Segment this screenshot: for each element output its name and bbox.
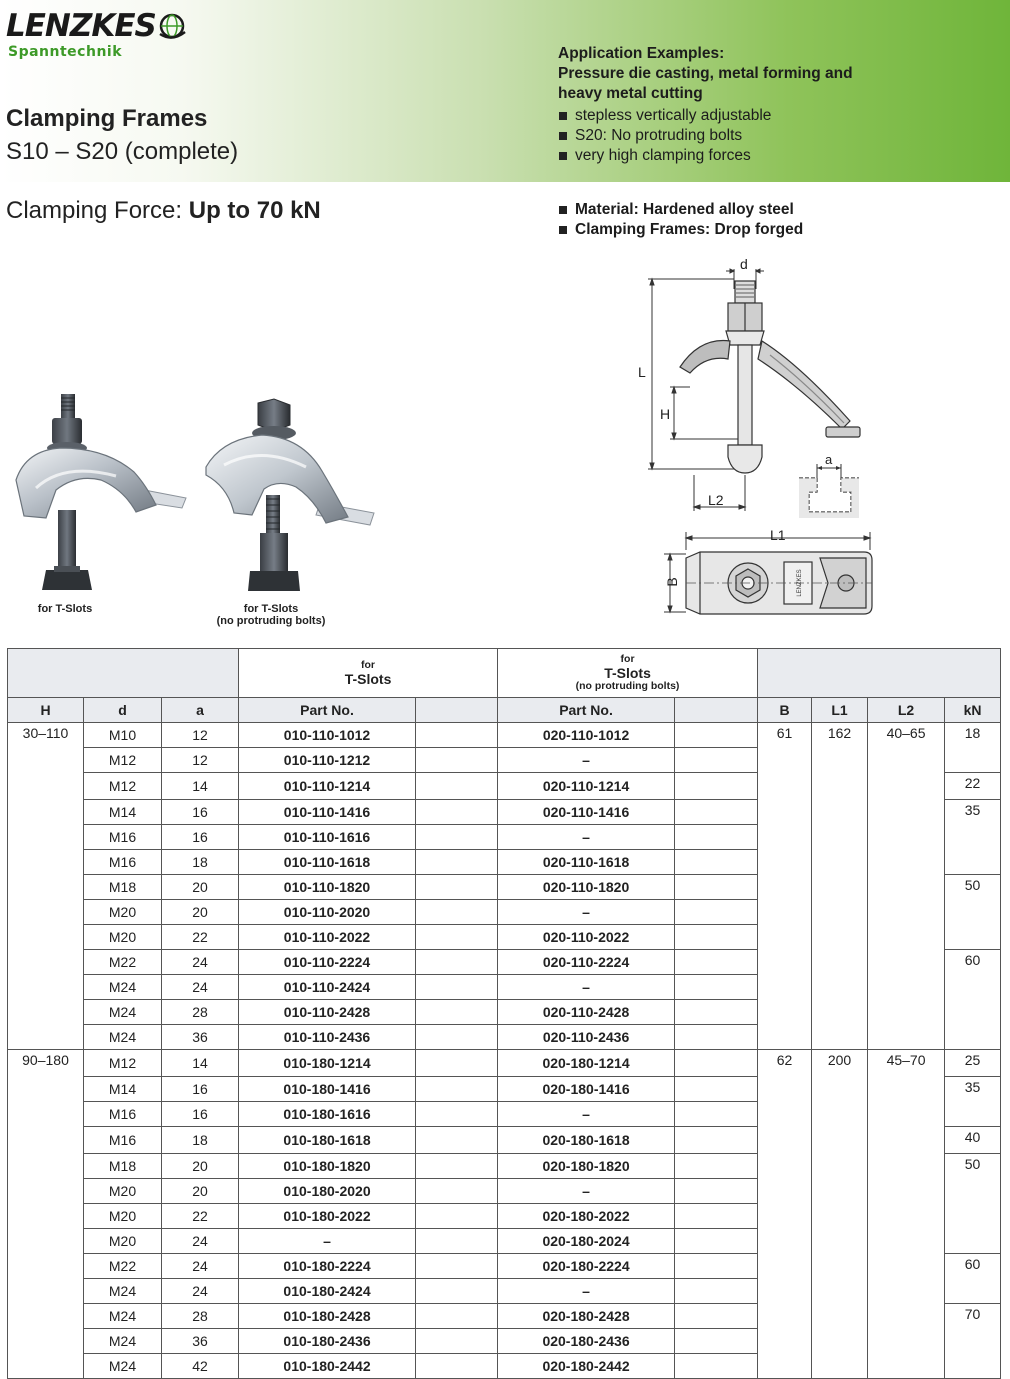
cell-part-no-protruding: 020-180-2436 bbox=[498, 1329, 675, 1354]
cell-part-tslot: 010-180-2022 bbox=[239, 1204, 416, 1229]
group-title: T-Slots bbox=[604, 665, 651, 681]
cell-blank bbox=[416, 1025, 498, 1050]
cell-d: M22 bbox=[84, 950, 162, 975]
cell-a: 24 bbox=[162, 1229, 239, 1254]
cell-part-tslot: 010-110-2428 bbox=[239, 1000, 416, 1025]
cell-blank bbox=[416, 900, 498, 925]
dim-label-l: L bbox=[638, 364, 646, 380]
group-header-no-protruding bbox=[498, 649, 758, 698]
dim-label-l1: L1 bbox=[770, 528, 786, 543]
photo-caption-tslot: for T-Slots bbox=[37, 603, 93, 615]
cell-d: M24 bbox=[84, 1304, 162, 1329]
cell-part-no-protruding: 020-180-1214 bbox=[498, 1050, 675, 1077]
cell-kn: 22 bbox=[945, 773, 1001, 800]
cell-part-no-protruding: 020-110-2224 bbox=[498, 950, 675, 975]
cell-part-no-protruding: 020-180-2022 bbox=[498, 1204, 675, 1229]
cell-a: 20 bbox=[162, 900, 239, 925]
group-note: (no protruding bolts) bbox=[575, 680, 680, 692]
cell-d: M24 bbox=[84, 975, 162, 1000]
cell-part-tslot: 010-180-2428 bbox=[239, 1304, 416, 1329]
cell-part-tslot: 010-110-1212 bbox=[239, 748, 416, 773]
cell-blank bbox=[416, 825, 498, 850]
cell-part-no-protruding: 020-110-1820 bbox=[498, 875, 675, 900]
col-header-b: B bbox=[758, 698, 812, 723]
cell-part-no-protruding: – bbox=[498, 975, 675, 1000]
feature-item: S20: No protruding bolts bbox=[558, 126, 998, 146]
cell-part-no-protruding: 020-180-1618 bbox=[498, 1127, 675, 1154]
cell-part-tslot: – bbox=[239, 1229, 416, 1254]
clamp-photo-tslot bbox=[6, 390, 196, 600]
drawing-brand-mark: LENZKES bbox=[797, 569, 803, 597]
cell-kn: 60 bbox=[945, 1254, 1001, 1304]
cell-kn: 35 bbox=[945, 1077, 1001, 1127]
dim-label-b: B bbox=[664, 577, 680, 587]
col-header-blank bbox=[675, 698, 758, 723]
cell-blank bbox=[675, 1254, 758, 1279]
cell-blank bbox=[675, 900, 758, 925]
cell-a: 14 bbox=[162, 1050, 239, 1077]
cell-d: M10 bbox=[84, 723, 162, 748]
cell-blank bbox=[675, 975, 758, 1000]
cell-blank bbox=[675, 950, 758, 975]
cell-blank bbox=[675, 723, 758, 748]
cell-blank bbox=[416, 1204, 498, 1229]
cell-blank bbox=[416, 800, 498, 825]
clamp-photo-no-protruding bbox=[202, 395, 382, 605]
cell-blank bbox=[675, 1102, 758, 1127]
cell-part-tslot: 010-110-2424 bbox=[239, 975, 416, 1000]
cell-blank bbox=[675, 1279, 758, 1304]
cell-kn: 40 bbox=[945, 1127, 1001, 1154]
cell-a: 16 bbox=[162, 800, 239, 825]
cell-part-tslot: 010-110-2224 bbox=[239, 950, 416, 975]
cell-d: M20 bbox=[84, 925, 162, 950]
cell-a: 36 bbox=[162, 1329, 239, 1354]
cell-b: 62 bbox=[758, 1050, 812, 1379]
cell-d: M16 bbox=[84, 1102, 162, 1127]
cell-blank bbox=[675, 1179, 758, 1204]
brand-tagline: Spanntechnik bbox=[8, 44, 123, 60]
brand-logo bbox=[6, 10, 186, 60]
cell-blank bbox=[416, 1102, 498, 1127]
cell-part-no-protruding: – bbox=[498, 1279, 675, 1304]
cell-kn: 70 bbox=[945, 1304, 1001, 1379]
cell-part-no-protruding: 020-180-2442 bbox=[498, 1354, 675, 1379]
cell-blank bbox=[675, 1050, 758, 1077]
page-subtitle: S10 – S20 (complete) bbox=[6, 138, 239, 165]
table-row bbox=[8, 1050, 1001, 1077]
photo-caption-line: (no protruding bolts) bbox=[216, 615, 326, 627]
material-item: Clamping Frames: Drop forged bbox=[558, 220, 803, 240]
cell-blank bbox=[675, 850, 758, 875]
table-row bbox=[8, 723, 1001, 748]
cell-d: M20 bbox=[84, 1229, 162, 1254]
cell-d: M12 bbox=[84, 1050, 162, 1077]
clamping-force bbox=[6, 197, 321, 225]
cell-part-no-protruding: – bbox=[498, 748, 675, 773]
cell-part-tslot: 010-110-2436 bbox=[239, 1025, 416, 1050]
cell-blank bbox=[675, 1229, 758, 1254]
group-title: T-Slots bbox=[344, 670, 392, 687]
clamping-force-value: Up to 70 kN bbox=[188, 197, 321, 224]
cell-l1: 162 bbox=[812, 723, 868, 1050]
cell-d: M16 bbox=[84, 1127, 162, 1154]
col-header-a: a bbox=[162, 698, 239, 723]
cell-part-no-protruding: 020-180-1820 bbox=[498, 1154, 675, 1179]
cell-a: 20 bbox=[162, 1179, 239, 1204]
cell-d: M16 bbox=[84, 825, 162, 850]
table-corner bbox=[8, 649, 239, 698]
cell-blank bbox=[416, 1304, 498, 1329]
cell-a: 24 bbox=[162, 975, 239, 1000]
cell-a: 18 bbox=[162, 850, 239, 875]
cell-part-no-protruding: 020-110-2022 bbox=[498, 925, 675, 950]
cell-a: 12 bbox=[162, 748, 239, 773]
cell-kn: 18 bbox=[945, 723, 1001, 773]
col-header-d: d bbox=[84, 698, 162, 723]
cell-part-no-protruding: – bbox=[498, 825, 675, 850]
cell-part-no-protruding: – bbox=[498, 900, 675, 925]
spec-table-body bbox=[8, 723, 1001, 1379]
cell-blank bbox=[675, 1154, 758, 1179]
cell-blank bbox=[416, 1000, 498, 1025]
cell-blank bbox=[416, 1179, 498, 1204]
cell-part-no-protruding: 020-180-2224 bbox=[498, 1254, 675, 1279]
cell-part-no-protruding: 020-180-1416 bbox=[498, 1077, 675, 1102]
cell-a: 14 bbox=[162, 773, 239, 800]
cell-blank bbox=[416, 875, 498, 900]
cell-part-tslot: 010-180-1820 bbox=[239, 1154, 416, 1179]
cell-d: M12 bbox=[84, 773, 162, 800]
cell-a: 28 bbox=[162, 1304, 239, 1329]
col-header-blank bbox=[416, 698, 498, 723]
application-line: Pressure die casting, metal forming and bbox=[558, 65, 853, 82]
cell-a: 16 bbox=[162, 1077, 239, 1102]
cell-part-no-protruding: 020-110-1214 bbox=[498, 773, 675, 800]
cell-part-no-protruding: – bbox=[498, 1179, 675, 1204]
cell-part-tslot: 010-180-1616 bbox=[239, 1102, 416, 1127]
cell-blank bbox=[675, 825, 758, 850]
cell-a: 42 bbox=[162, 1354, 239, 1379]
cell-l2: 40–65 bbox=[868, 723, 945, 1050]
cell-part-no-protruding: 020-180-2024 bbox=[498, 1229, 675, 1254]
page-title: Clamping Frames bbox=[6, 105, 208, 132]
cell-part-tslot: 010-110-1820 bbox=[239, 875, 416, 900]
application-examples bbox=[558, 44, 998, 166]
cell-d: M14 bbox=[84, 1077, 162, 1102]
cell-blank bbox=[416, 748, 498, 773]
cell-blank bbox=[675, 925, 758, 950]
cell-h: 30–110 bbox=[8, 723, 84, 1050]
cell-part-tslot: 010-180-1214 bbox=[239, 1050, 416, 1077]
feature-list bbox=[558, 106, 998, 166]
col-header-l2: L2 bbox=[868, 698, 945, 723]
cell-a: 22 bbox=[162, 1204, 239, 1229]
cell-blank bbox=[675, 1025, 758, 1050]
cell-part-tslot: 010-110-1616 bbox=[239, 825, 416, 850]
cell-blank bbox=[675, 1304, 758, 1329]
cell-blank bbox=[416, 1154, 498, 1179]
brand-name: LENZKES bbox=[6, 8, 156, 44]
cell-part-tslot: 010-110-1618 bbox=[239, 850, 416, 875]
cell-a: 24 bbox=[162, 1279, 239, 1304]
clamping-force-label: Clamping Force: bbox=[6, 197, 183, 224]
cell-blank bbox=[416, 1127, 498, 1154]
photo-caption-line: for T-Slots bbox=[243, 603, 299, 615]
cell-part-no-protruding: – bbox=[498, 1102, 675, 1127]
cell-d: M18 bbox=[84, 875, 162, 900]
cell-blank bbox=[416, 950, 498, 975]
cell-d: M24 bbox=[84, 1000, 162, 1025]
cell-part-tslot: 010-110-1214 bbox=[239, 773, 416, 800]
col-header-h: H bbox=[8, 698, 84, 723]
cell-kn: 25 bbox=[945, 1050, 1001, 1077]
feature-item: very high clamping forces bbox=[558, 146, 998, 166]
globe-icon bbox=[158, 12, 186, 40]
dim-label-h: H bbox=[660, 406, 671, 422]
cell-part-tslot: 010-180-2442 bbox=[239, 1354, 416, 1379]
cell-a: 24 bbox=[162, 1254, 239, 1279]
cell-kn: 35 bbox=[945, 800, 1001, 875]
cell-d: M18 bbox=[84, 1154, 162, 1179]
cell-a: 24 bbox=[162, 950, 239, 975]
group-for-label: for bbox=[620, 653, 635, 665]
spec-table bbox=[7, 648, 1001, 1379]
cell-d: M24 bbox=[84, 1329, 162, 1354]
cell-blank bbox=[416, 1050, 498, 1077]
cell-part-tslot: 010-110-2020 bbox=[239, 900, 416, 925]
cell-a: 28 bbox=[162, 1000, 239, 1025]
cell-part-no-protruding: 020-110-2428 bbox=[498, 1000, 675, 1025]
cell-part-tslot: 010-180-2424 bbox=[239, 1279, 416, 1304]
cell-l1: 200 bbox=[812, 1050, 868, 1379]
cell-part-no-protruding: 020-110-1012 bbox=[498, 723, 675, 748]
cell-blank bbox=[416, 1229, 498, 1254]
col-header-l1: L1 bbox=[812, 698, 868, 723]
col-header-kn: kN bbox=[945, 698, 1001, 723]
cell-part-tslot: 010-110-2022 bbox=[239, 925, 416, 950]
cell-d: M20 bbox=[84, 900, 162, 925]
cell-blank bbox=[675, 1329, 758, 1354]
cell-part-tslot: 010-180-2436 bbox=[239, 1329, 416, 1354]
cell-blank bbox=[675, 1077, 758, 1102]
dim-label-d: d bbox=[740, 256, 748, 272]
cell-d: M22 bbox=[84, 1254, 162, 1279]
technical-drawing-tslot bbox=[795, 450, 865, 520]
cell-blank bbox=[416, 925, 498, 950]
cell-kn: 60 bbox=[945, 950, 1001, 1050]
cell-a: 12 bbox=[162, 723, 239, 748]
cell-blank bbox=[416, 723, 498, 748]
cell-blank bbox=[675, 748, 758, 773]
cell-blank bbox=[416, 1329, 498, 1354]
cell-a: 22 bbox=[162, 925, 239, 950]
material-list bbox=[558, 200, 803, 240]
cell-h: 90–180 bbox=[8, 1050, 84, 1379]
dim-label-l2: L2 bbox=[708, 492, 724, 508]
cell-d: M12 bbox=[84, 748, 162, 773]
cell-a: 20 bbox=[162, 1154, 239, 1179]
cell-part-no-protruding: 020-110-1618 bbox=[498, 850, 675, 875]
cell-blank bbox=[416, 1077, 498, 1102]
cell-blank bbox=[675, 1000, 758, 1025]
cell-b: 61 bbox=[758, 723, 812, 1050]
dim-label-a: a bbox=[825, 452, 833, 467]
material-item: Material: Hardened alloy steel bbox=[558, 200, 803, 220]
cell-blank bbox=[416, 975, 498, 1000]
cell-part-tslot: 010-180-2224 bbox=[239, 1254, 416, 1279]
table-corner-right bbox=[758, 649, 1001, 698]
cell-d: M24 bbox=[84, 1354, 162, 1379]
cell-part-no-protruding: 020-110-1416 bbox=[498, 800, 675, 825]
cell-part-tslot: 010-110-1012 bbox=[239, 723, 416, 748]
cell-blank bbox=[675, 800, 758, 825]
cell-a: 20 bbox=[162, 875, 239, 900]
cell-d: M20 bbox=[84, 1204, 162, 1229]
cell-blank bbox=[675, 773, 758, 800]
cell-a: 16 bbox=[162, 825, 239, 850]
cell-part-tslot: 010-110-1416 bbox=[239, 800, 416, 825]
cell-blank bbox=[675, 1354, 758, 1379]
cell-blank bbox=[675, 1204, 758, 1229]
group-for-label: for bbox=[361, 658, 376, 671]
cell-part-tslot: 010-180-1618 bbox=[239, 1127, 416, 1154]
cell-d: M20 bbox=[84, 1179, 162, 1204]
photo-caption-no-protruding bbox=[206, 603, 336, 627]
technical-drawing-top bbox=[660, 528, 875, 618]
group-header-tslots bbox=[239, 649, 498, 698]
cell-a: 36 bbox=[162, 1025, 239, 1050]
cell-part-no-protruding: 020-180-2428 bbox=[498, 1304, 675, 1329]
cell-blank bbox=[416, 773, 498, 800]
cell-d: M24 bbox=[84, 1025, 162, 1050]
cell-blank bbox=[416, 1279, 498, 1304]
cell-blank bbox=[416, 1354, 498, 1379]
cell-part-no-protruding: 020-110-2436 bbox=[498, 1025, 675, 1050]
col-header-part-no: Part No. bbox=[498, 698, 675, 723]
cell-part-tslot: 010-180-2020 bbox=[239, 1179, 416, 1204]
cell-a: 16 bbox=[162, 1102, 239, 1127]
cell-d: M16 bbox=[84, 850, 162, 875]
col-header-part-no: Part No. bbox=[239, 698, 416, 723]
cell-d: M24 bbox=[84, 1279, 162, 1304]
cell-blank bbox=[675, 1127, 758, 1154]
application-heading: Application Examples: bbox=[558, 45, 725, 62]
cell-kn: 50 bbox=[945, 1154, 1001, 1254]
cell-blank bbox=[675, 875, 758, 900]
feature-item: stepless vertically adjustable bbox=[558, 106, 998, 126]
cell-blank bbox=[416, 1254, 498, 1279]
cell-blank bbox=[416, 850, 498, 875]
application-line: heavy metal cutting bbox=[558, 85, 703, 102]
cell-l2: 45–70 bbox=[868, 1050, 945, 1379]
cell-kn: 50 bbox=[945, 875, 1001, 950]
cell-part-tslot: 010-180-1416 bbox=[239, 1077, 416, 1102]
cell-a: 18 bbox=[162, 1127, 239, 1154]
cell-d: M14 bbox=[84, 800, 162, 825]
